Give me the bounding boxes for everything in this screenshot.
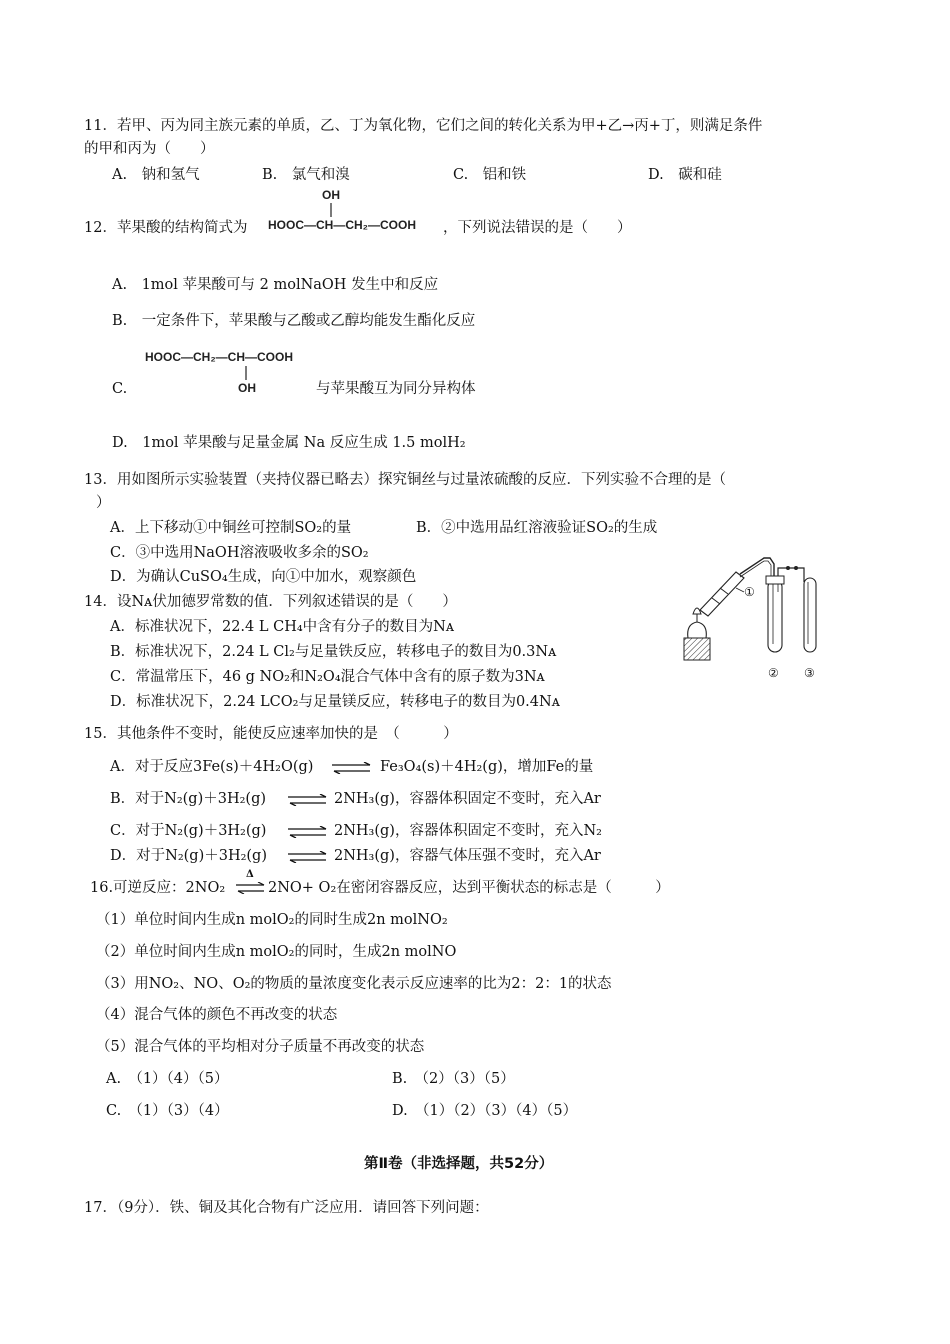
q15-option-a-left: A．对于反应3Fe(s)＋4H₂O(g)	[110, 759, 314, 775]
q13-option-b: B．②中选用品红溶液验证SO₂的生成	[416, 520, 658, 536]
q15-line1: 15．其他条件不变时，能使反应速率加快的是 （ ）	[84, 726, 458, 742]
q16-left: 16.可逆反应：2NO₂	[90, 880, 226, 896]
q12-option-c-oh: OH	[238, 381, 256, 395]
reversible-arrow-icon	[288, 794, 328, 806]
q12-option-d: D. 1mol 苹果酸与足量金属 Na 反应生成 1.5 molH₂	[112, 435, 466, 451]
reversible-arrow-icon	[288, 851, 328, 863]
q16-option-b: B. （2）（3）（5）	[392, 1071, 515, 1087]
reversible-arrow-icon	[288, 826, 328, 838]
q12-formula-main: HOOC—CH—CH₂—COOH	[268, 218, 416, 232]
q11-line2: 的甲和丙为（ ）	[84, 141, 215, 157]
reversible-arrow-icon	[236, 882, 266, 894]
q16-option-d: D. （1）（2）（3）（4）（5）	[392, 1103, 578, 1119]
q12-option-c-bond	[244, 366, 248, 380]
q15-option-a-right: Fe₃O₄(s)＋4H₂(g)，增加Fe的量	[380, 759, 594, 775]
q12-formula-bond	[329, 203, 333, 217]
q15-option-c-left: C．对于N₂(g)＋3H₂(g)	[110, 823, 267, 839]
q12-formula-oh: OH	[322, 188, 340, 202]
q13-option-a: A．上下移动①中铜丝可控制SO₂的量	[110, 520, 352, 536]
q16-item-1: （1）单位时间内生成n molO₂的同时生成2n molNO₂	[96, 912, 448, 928]
apparatus-label-2: ②	[768, 666, 779, 680]
q14-option-d: D．标准状况下，2.24 LCO₂与足量镁反应，转移电子的数目为0.4Nᴀ	[110, 694, 560, 710]
q12-option-c-label: C.	[112, 381, 128, 397]
q15-option-c-right: 2NH₃(g)，容器体积固定不变时，充入N₂	[334, 823, 602, 839]
q12-option-a: A. 1mol 苹果酸可与 2 molNaOH 发生中和反应	[112, 277, 439, 293]
q15-option-d-left: D．对于N₂(g)＋3H₂(g)	[110, 848, 268, 864]
apparatus-label-1: ①	[744, 585, 755, 599]
q16-item-2: （2）单位时间内生成n molO₂的同时，生成2n molNO	[96, 944, 457, 960]
q11-option-b: B. 氯气和溴	[262, 167, 350, 183]
q14-option-c: C．常温常压下，46 g NO₂和N₂O₄混合气体中含有的原子数为3Nᴀ	[110, 669, 545, 685]
q13-line1: 13．用如图所示实验装置（夹持仪器已略去）探究铜丝与过量浓硫酸的反应．下列实验不合理的是（	[84, 472, 726, 488]
q11-option-c: C. 铝和铁	[453, 167, 527, 183]
q17-line1: 17．（9分）．铁、铜及其化合物有广泛应用．请回答下列问题：	[84, 1200, 489, 1216]
q16-item-4: （4）混合气体的颜色不再改变的状态	[96, 1007, 338, 1023]
q15-option-b-left: B．对于N₂(g)＋3H₂(g)	[110, 791, 267, 807]
q16-right: 2NO+ O₂在密闭容器反应，达到平衡状态的标志是（ ）	[268, 880, 670, 896]
q15-option-b-right: 2NH₃(g)，容器体积固定不变时，充入Ar	[334, 791, 601, 807]
q14-line1: 14．设Nᴀ伏加德罗常数的值．下列叙述错误的是（ ）	[84, 594, 457, 610]
q15-option-d-right: 2NH₃(g)，容器气体压强不变时，充入Ar	[334, 848, 601, 864]
q12-option-b: B. 一定条件下，苹果酸与乙酸或乙醇均能发生酯化反应	[112, 313, 476, 329]
q12-prefix: 12．苹果酸的结构简式为	[84, 220, 248, 236]
q16-option-a: A. （1）（4）（5）	[106, 1071, 229, 1087]
q12-option-c-text: 与苹果酸互为同分异构体	[316, 381, 476, 397]
q12-suffix: ，下列说法错误的是（ ）	[443, 220, 632, 236]
q13-option-c: C．③中选用NaOH溶液吸收多余的SO₂	[110, 545, 369, 561]
q11-option-d: D. 碳和硅	[648, 167, 722, 183]
q13-line2: ）	[96, 495, 111, 511]
q14-option-a: A．标准状况下，22.4 L CH₄中含有分子的数目为Nᴀ	[110, 619, 455, 635]
q11-line1: 11．若甲、丙为同主族元素的单质，乙、丁为氧化物，它们之间的转化关系为甲+乙→丙+丁，则满足条件	[84, 118, 763, 134]
q14-option-b: B．标准状况下，2.24 L Cl₂与足量铁反应，转移电子的数目为0.3Nᴀ	[110, 644, 557, 660]
q12-option-c-formula: HOOC—CH₂—CH—COOH	[145, 350, 293, 364]
apparatus-label-3: ③	[804, 666, 815, 680]
reversible-arrow-icon	[332, 762, 372, 774]
q16-item-5: （5）混合气体的平均相对分子质量不再改变的状态	[96, 1039, 425, 1055]
q11-option-a: A. 钠和氢气	[112, 167, 200, 183]
section-heading: 第Ⅱ卷（非选择题，共52分）	[364, 1156, 554, 1172]
q13-option-d: D．为确认CuSO₄生成，向①中加水，观察颜色	[110, 569, 417, 585]
q16-item-3: （3）用NO₂、NO、O₂的物质的量浓度变化表示反应速率的比为2：2：1的状态	[96, 976, 612, 992]
q16-option-c: C. （1）（3）（4）	[106, 1103, 229, 1119]
q16-arrow-label: Δ	[246, 869, 254, 880]
